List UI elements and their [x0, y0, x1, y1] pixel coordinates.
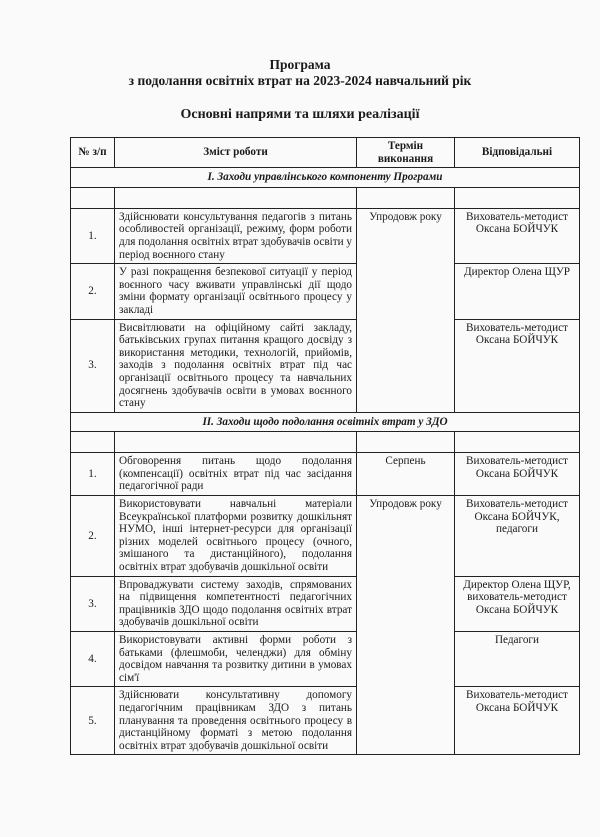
- program-table: [70, 137, 580, 755]
- header-content: Зміст роботи: [115, 138, 357, 168]
- row-content: Здійснювати консультативну допомогу педагогічним працівникам ЗДО з питань планування та проведення освітнього процесу в дистанційному форматі з метою подолання освітніх втрат здобувачів дошкільної освіти: [115, 687, 357, 755]
- table-row: [71, 208, 580, 263]
- table-header-row: [71, 138, 580, 168]
- row-responsible: Вихователь-методист Оксана БОЙЧУК: [455, 208, 580, 263]
- section-heading: Основні напрями та шляхи реалізації: [180, 107, 420, 122]
- row-responsible: Вихователь-методист Оксана БОЙЧУК: [455, 687, 580, 755]
- table-row: [71, 632, 580, 687]
- row-num: 5.: [71, 687, 115, 755]
- row-responsible: Педагоги: [455, 632, 580, 687]
- row-responsible: Вихователь-методист Оксана БОЙЧУК: [455, 319, 580, 412]
- table-row: [71, 496, 580, 577]
- row-responsible: Директор Олена ЩУР, вихователь-методист Оксана БОЙЧУК: [455, 576, 580, 631]
- row-num: 2.: [71, 264, 115, 319]
- row-content: Обговорення питань щодо подолання (компенсації) освітніх втрат під час засідання педагогічної ради: [115, 453, 357, 496]
- row-num: 1.: [71, 208, 115, 263]
- row-num: 3.: [71, 319, 115, 412]
- program-subtitle: з подолання освітніх втрат на 2023-2024 навчальний рік: [128, 73, 472, 88]
- row-term: Упродовж року: [357, 208, 455, 412]
- row-responsible: Директор Олена ЩУР: [455, 264, 580, 319]
- section-2-title: ІІ. Заходи щодо подолання освітніх втрат у ЗДО: [71, 412, 580, 432]
- row-term: Упродовж року: [357, 496, 455, 755]
- row-term: Серпень: [357, 453, 455, 496]
- row-content: Здійснювати консультування педагогів з питань особливостей організації, режиму, форм роботи для подолання освітніх втрат здобувачів освіти у період воєнного стану: [115, 208, 357, 263]
- row-num: 2.: [71, 496, 115, 577]
- table-row: [71, 576, 580, 631]
- table-row: [71, 187, 580, 208]
- table-row: [71, 453, 580, 496]
- table-row: [71, 687, 580, 755]
- table-row: [71, 319, 580, 412]
- row-num: 3.: [71, 576, 115, 631]
- row-content: У разі покращення безпекової ситуації у період воєнного часу вживати управлінські дії щодо зміни формату організації освітнього процесу у закладі: [115, 264, 357, 319]
- row-content: Використовувати навчальні матеріали Всеукраїнської платформи розвитку дошкільнят НУМО, інші інтернет-ресурси для організації різних моделей освітнього процесу (очного, змішаного та дистанційного), подолання освітніх втрат здобувачів дошкільної освіти: [115, 496, 357, 577]
- row-content: Використовувати активні форми роботи з батьками (флешмоби, челенджи) для обміну досвідом навчання та розвитку дитини в умовах сім'ї: [115, 632, 357, 687]
- row-content: Висвітлювати на офіційному сайті закладу, батьківських групах питання кращого досвіду з використання методики, технологій, прийомів, заходів з подолання освітніх втрат під час організації освітнього процесу та навчальних досягнень здобувачів освіти в умовах воєнного стану: [115, 319, 357, 412]
- header-term: Термін виконання: [357, 138, 455, 168]
- section-row: [71, 168, 580, 188]
- section-row: [71, 412, 580, 432]
- table-row: [71, 432, 580, 453]
- table-row: [71, 264, 580, 319]
- program-title: Програма: [269, 57, 331, 72]
- header-responsible: Відповідальні: [455, 138, 580, 168]
- header-num: № з/п: [71, 138, 115, 168]
- row-content: Впроваджувати систему заходів, спрямованих на підвищення компетентності педагогічних працівників ЗДО щодо подолання освітніх втрат здобувачів дошкільної освіти: [115, 576, 357, 631]
- row-num: 4.: [71, 632, 115, 687]
- row-num: 1.: [71, 453, 115, 496]
- row-responsible: Вихователь-методист Оксана БОЙЧУК: [455, 453, 580, 496]
- row-responsible: Вихователь-методист Оксана БОЙЧУК, педагоги: [455, 496, 580, 577]
- section-1-title: І. Заходи управлінського компоненту Програми: [71, 168, 580, 188]
